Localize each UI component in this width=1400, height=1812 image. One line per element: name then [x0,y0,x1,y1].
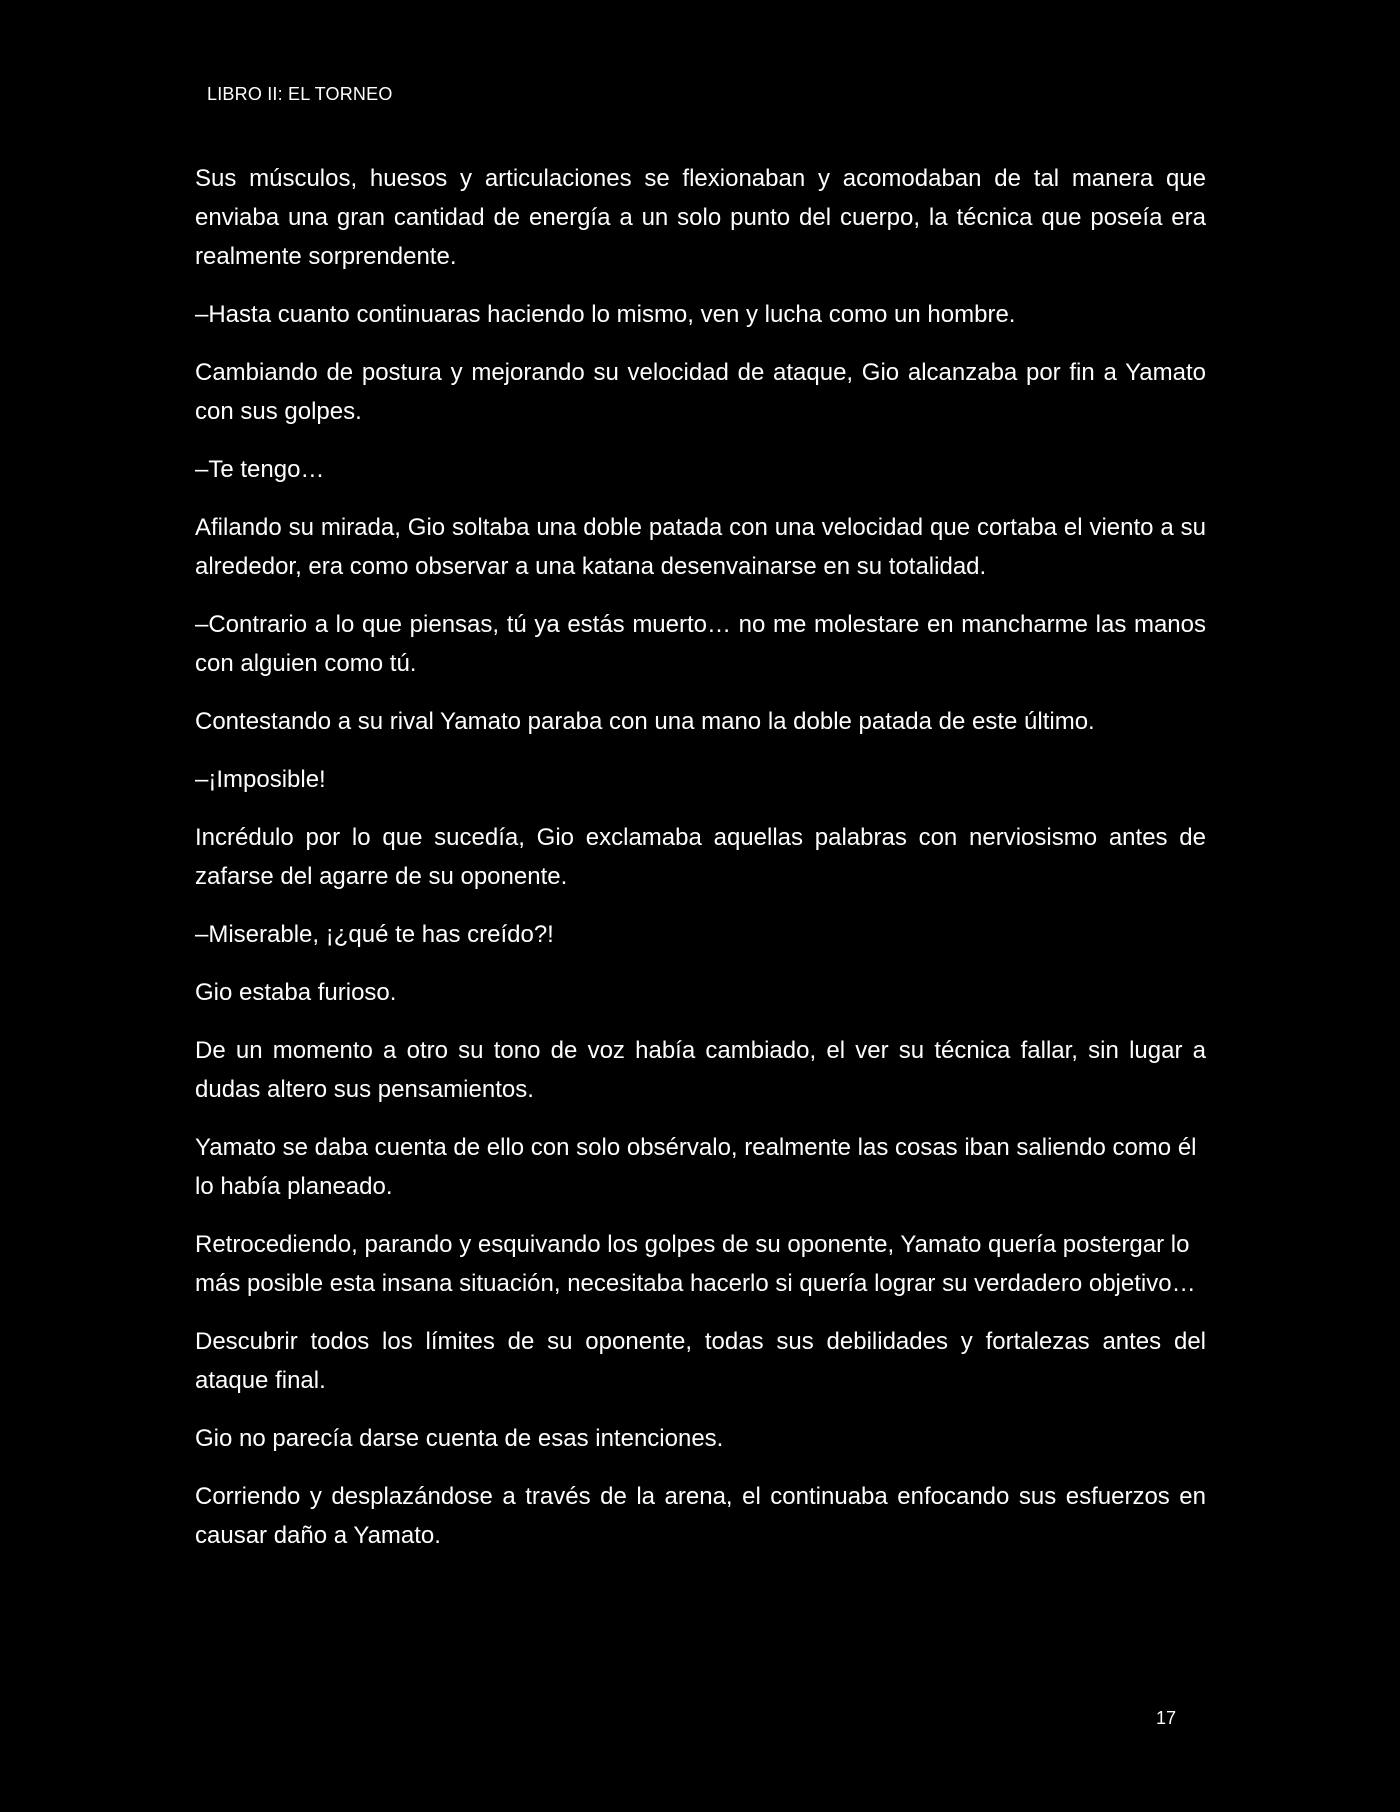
paragraph: Incrédulo por lo que sucedía, Gio exclamaba aquellas palabras con nerviosismo antes de zafarse del agarre de su oponente. [195,824,1206,890]
paragraph: Sus músculos, huesos y articulaciones se flexionaban y acomodaban de tal manera que enviaba una gran cantidad de energía a un solo punto del cuerpo, la técnica que poseía era realmente sorprendente. [195,165,1206,270]
running-header: LIBRO II: EL TORNEO [207,84,393,104]
paragraph: De un momento a otro su tono de voz había cambiado, el ver su técnica fallar, sin lugar a dudas altero sus pensamientos. [195,1037,1206,1103]
paragraph: Retrocediendo, parando y esquivando los golpes de su oponente, Yamato quería postergar lo más posible esta insana situación, necesitaba hacerlo si quería lograr su verdadero objetivo… [195,1231,1196,1297]
body-text [195,159,1206,1574]
paragraph: Descubrir todos los límites de su oponente, todas sus debilidades y fortalezas antes del ataque final. [195,1328,1206,1394]
paragraph: Cambiando de postura y mejorando su velocidad de ataque, Gio alcanzaba por fin a Yamato con sus golpes. [195,359,1206,425]
paragraph: –Miserable, ¡¿qué te has creído?! [195,921,554,948]
paragraph: Yamato se daba cuenta de ello con solo obsérvalo, realmente las cosas iban saliendo como él lo había planeado. [195,1134,1197,1200]
paragraph: Gio estaba furioso. [195,979,397,1006]
paragraph: –Te tengo… [195,456,325,483]
paragraph: Contestando a su rival Yamato paraba con una mano la doble patada de este último. [195,708,1095,735]
paragraph: Afilando su mirada, Gio soltaba una doble patada con una velocidad que cortaba el viento a su alrededor, era como observar a una katana desenvainarse en su totalidad. [195,514,1206,580]
paragraph: Gio no parecía darse cuenta de esas intenciones. [195,1425,724,1452]
paragraph: –¡Imposible! [195,766,326,793]
paragraph: Corriendo y desplazándose a través de la arena, el continuaba enfocando sus esfuerzos en causar daño a Yamato. [195,1483,1206,1549]
page-number: 17 [1156,1708,1177,1728]
paragraph: –Contrario a lo que piensas, tú ya estás muerto… no me molestare en mancharme las manos con alguien como tú. [195,611,1206,677]
paragraph: –Hasta cuanto continuaras haciendo lo mismo, ven y lucha como un hombre. [195,301,1016,328]
